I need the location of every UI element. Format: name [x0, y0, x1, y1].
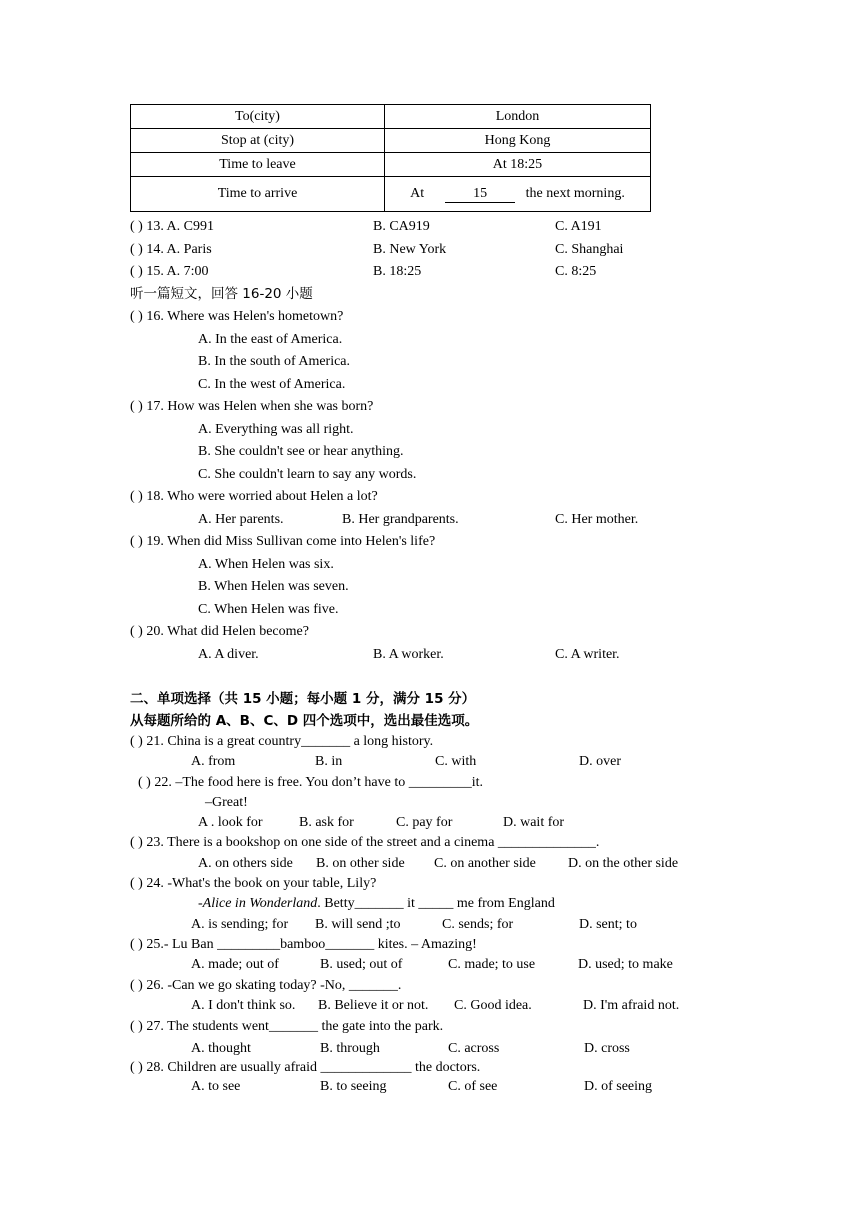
question-26-option-c: C. Good idea. [454, 998, 532, 1013]
arrival-suffix: the next morning. [525, 185, 625, 201]
question-28-stem: ( ) 28. Children are usually afraid _____________ the doctors. [130, 1060, 481, 1075]
question-21-option-c: C. with [435, 754, 477, 769]
question-15-option-c: C. 8:25 [555, 264, 597, 279]
question-21-option-a: A. from [191, 754, 236, 769]
question-20-stem: ( ) 20. What did Helen become? [130, 624, 309, 639]
question-21-option-d: D. over [579, 754, 621, 769]
question-28-option-d: D. of seeing [584, 1079, 653, 1094]
question-15-option-b: B. 18:25 [373, 264, 422, 279]
question-22-option-d: D. wait for [503, 815, 565, 830]
question-28-option-c: C. of see [448, 1079, 498, 1094]
question-16-stem: ( ) 16. Where was Helen's hometown? [130, 309, 344, 324]
question-24-option-d: D. sent; to [579, 917, 637, 932]
table-cell: At 18:25 [385, 153, 651, 177]
table-cell: To(city) [131, 105, 385, 129]
table-row [131, 129, 651, 153]
table-cell: London [385, 105, 651, 129]
table-cell-arrival [385, 177, 651, 212]
question-23-option-d: D. on the other side [568, 856, 679, 871]
question-25-option-a: A. made; out of [191, 957, 279, 972]
question-16-option-a: A. In the east of America. [198, 332, 343, 347]
question-24-option-c: C. sends; for [442, 917, 514, 932]
question-21-option-b: B. in [315, 754, 343, 769]
question-24-stem: ( ) 24. -What's the book on your table, Lily? [130, 876, 377, 891]
question-15-stem: ( ) 15. A. 7:00 [130, 264, 209, 279]
table-cell: Stop at (city) [131, 129, 385, 153]
question-18-option-b: B. Her grandparents. [342, 512, 459, 527]
section-2-title: 二、单项选择（共 15 小题；每小题 1 分，满分 15 分） [130, 691, 476, 707]
question-16-option-c: C. In the west of America. [198, 377, 346, 392]
question-19-option-b: B. When Helen was seven. [198, 579, 349, 594]
question-24-reply [198, 895, 555, 913]
question-14-stem: ( ) 14. A. Paris [130, 242, 212, 257]
question-18-stem: ( ) 18. Who were worried about Helen a lot? [130, 489, 378, 504]
table-row [131, 105, 651, 129]
question-25-option-c: C. made; to use [448, 957, 536, 972]
question-14-option-b: B. New York [373, 242, 447, 257]
question-26-option-a: A. I don't think so. [191, 998, 296, 1013]
flight-info-table [130, 104, 651, 212]
reply-dash: - [198, 896, 203, 911]
question-19-stem: ( ) 19. When did Miss Sullivan come into Helen's life? [130, 534, 436, 549]
question-25-stem: ( ) 25.- Lu Ban _________bamboo_______ kites. – Amazing! [130, 937, 477, 952]
question-13-stem: ( ) 13. A. C991 [130, 219, 214, 234]
question-23-option-c: C. on another side [434, 856, 536, 871]
question-20-option-a: A. A diver. [198, 647, 259, 662]
question-14-option-c: C. Shanghai [555, 242, 624, 257]
question-26-stem: ( ) 26. -Can we go skating today? -No, _______. [130, 978, 402, 993]
question-22-option-c: C. pay for [396, 815, 453, 830]
question-25-option-d: D. used; to make [578, 957, 673, 972]
question-27-option-d: D. cross [584, 1041, 630, 1056]
question-28-option-a: A. to see [191, 1079, 241, 1094]
question-17-option-b: B. She couldn't see or hear anything. [198, 444, 404, 459]
question-18-option-a: A. Her parents. [198, 512, 284, 527]
question-23-stem: ( ) 23. There is a bookshop on one side of the street and a cinema ______________. [130, 835, 600, 850]
question-16-option-b: B. In the south of America. [198, 354, 351, 369]
question-27-option-b: B. through [320, 1041, 380, 1056]
question-17-option-c: C. She couldn't learn to say any words. [198, 467, 417, 482]
table-row [131, 177, 651, 212]
question-18-option-c: C. Her mother. [555, 512, 639, 527]
table-cell: Hong Kong [385, 129, 651, 153]
question-19-option-c: C. When Helen was five. [198, 602, 339, 617]
question-22-option-b: B. ask for [299, 815, 354, 830]
reply-rest: . Betty_______ it _____ me from England [317, 896, 555, 911]
question-22-reply: –Great! [205, 795, 248, 810]
listening-instruction: 听一篇短文，回答 16-20 小题 [130, 286, 313, 302]
table-row [131, 153, 651, 177]
question-13-option-b: B. CA919 [373, 219, 430, 234]
section-2-instruction: 从每题所给的 A、B、C、D 四个选项中，选出最佳选项。 [130, 713, 479, 729]
question-27-stem: ( ) 27. The students went_______ the gate into the park. [130, 1019, 444, 1034]
question-22-option-a: A . look for [198, 815, 263, 830]
table-cell: Time to leave [131, 153, 385, 177]
table-cell: Time to arrive [131, 177, 385, 212]
question-13-option-c: C. A191 [555, 219, 602, 234]
question-23-option-a: A. on others side [198, 856, 293, 871]
question-24-option-a: A. is sending; for [191, 917, 289, 932]
arrival-prefix: At [410, 185, 425, 201]
question-21-stem: ( ) 21. China is a great country_______ a long history. [130, 734, 434, 749]
question-27-option-c: C. across [448, 1041, 500, 1056]
question-27-option-a: A. thought [191, 1041, 251, 1056]
book-title: Alice in Wonderland [202, 896, 318, 911]
question-20-option-b: B. A worker. [373, 647, 444, 662]
question-24-option-b: B. will send ;to [315, 917, 401, 932]
question-26-option-d: D. I'm afraid not. [583, 998, 680, 1013]
question-17-option-a: A. Everything was all right. [198, 422, 354, 437]
question-17-stem: ( ) 17. How was Helen when she was born? [130, 399, 374, 414]
question-20-option-c: C. A writer. [555, 647, 620, 662]
question-25-option-b: B. used; out of [320, 957, 403, 972]
arrival-answer-blank: 15 [445, 186, 515, 203]
question-19-option-a: A. When Helen was six. [198, 557, 334, 572]
question-28-option-b: B. to seeing [320, 1079, 387, 1094]
question-22-stem: ( ) 22. –The food here is free. You don’t have to _________it. [138, 775, 484, 790]
question-23-option-b: B. on other side [316, 856, 405, 871]
question-26-option-b: B. Believe it or not. [318, 998, 429, 1013]
